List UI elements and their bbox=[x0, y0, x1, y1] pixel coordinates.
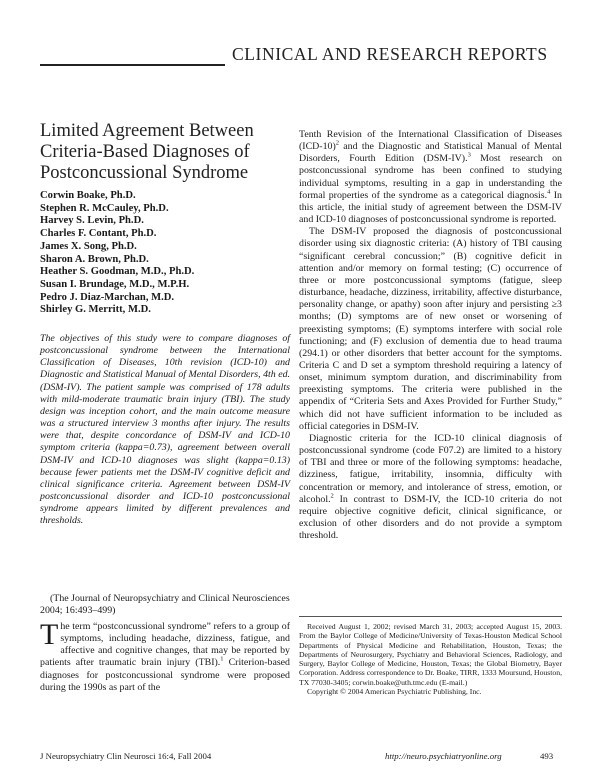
author: Shirley G. Merritt, M.D. bbox=[40, 304, 151, 316]
article-title: Limited Agreement Between Criteria-Based Diagnoses of Postconcussional Syndrome bbox=[40, 121, 254, 183]
author: Charles F. Contant, Ph.D. bbox=[40, 228, 157, 240]
reference-marker: 1 bbox=[220, 656, 224, 664]
citation-text: (The Journal of Neuropsychiatry and Clinical Neurosciences 2004; 16:493–499) bbox=[40, 593, 290, 617]
author-list bbox=[40, 190, 290, 317]
author: James X. Song, Ph.D. bbox=[40, 240, 137, 252]
author: Sharon A. Brown, Ph.D. bbox=[40, 253, 149, 265]
body-paragraph: Diagnostic criteria for the ICD-10 clinical diagnosis of postconcussional syndrome (code F07.2) are limited to a history of TBI and three or more of the following symptoms: headache, dizziness, fatigue, irritability, insomnia, difficulty with concentration or memory, and intolerance of stress, emotion, or alcohol.$^2$ In contrast to DSM-IV, the ICD-10 criteria do not require objective cognitive deficit, clinical significance, or exclusion of other disorders and do not provide a symptom threshold. bbox=[299, 432, 562, 542]
footer-journal: J Neuropsychiatry Clin Neurosci 16:4, Fall 2004 bbox=[40, 751, 212, 761]
drop-cap: T bbox=[40, 618, 59, 651]
article-footnote bbox=[299, 622, 562, 696]
intro-paragraph bbox=[40, 618, 290, 694]
reference-marker: 2 bbox=[330, 492, 334, 500]
reference-marker: 4 bbox=[547, 188, 551, 196]
reference-marker: 2 bbox=[335, 139, 339, 147]
intro-text: he term “postconcussional syndrome” refers to a group of symptoms, including headache, dizziness, fatigue, and affective and cognitive changes, that may be reported by patients after traumatic brain injury (TBI). bbox=[40, 621, 290, 669]
abstract: The objectives of this study were to compare diagnoses of postconcussional syndrome between the International Classification of Diseases, 10th revision (ICD-10) and Diagnostic and Statistical Manual of Mental Disorders, 4th ed. (DSM-IV). The patient sample was comprised of 178 adults with mild-moderate traumatic brain injury (TBI). The study design was inception cohort, and the main outcome measure was a structured interview 3 months after injury. The results were that, despite concordance of DSM-IV and ICD-10 symptom criteria (kappa=0.73), agreement between overall DSM-IV and ICD-10 diagnoses was slight (kappa=0.13) because fewer patients met the DSM-IV cognitive deficit and clinical significance criteria. Agreement between DSM-IV postconcussional disorder and ICD-10 postconcussional syndrome appears limited by different prevalences and thresholds. bbox=[40, 333, 290, 527]
footnote-rule bbox=[299, 616, 562, 617]
author: Heather S. Goodman, M.D., Ph.D. bbox=[40, 266, 195, 278]
copyright-note: Copyright © 2004 American Psychiatric Publishing, Inc. bbox=[307, 686, 482, 696]
journal-citation bbox=[40, 593, 290, 617]
author: Susan I. Brundage, M.D., M.P.H. bbox=[40, 278, 190, 290]
body-paragraph: The DSM-IV proposed the diagnosis of postconcussional disorder using six diagnostic criteria: (A) history of TBI causing “significant cerebral concussion;” (B) cognitive deficit in attention and/or memory on formal testing; (C) occurrence of three or more postconcussional symptoms (fatigue, sleep disturbance, headache, dizziness, irritability, affective disturbance, personality change, or apathy) soon after injury and persisting ≥3 months; (D) symptoms are of new onset or worsening of preexisting symptoms; (E) symptoms interfere with social role functioning; and (F) exclusion of dementia due to head trauma (294.1) or other disorders that better account for the symptoms. Criteria C and D set a symptom threshold requiring a latency of onset, minimum symptom duration, and discriminability from preexisting symptoms. The criteria were published in the appendix of “Criteria Sets and Axes Provided for Further Study,” which did not have sufficient information to be included as official categories in DSM-IV. bbox=[299, 226, 562, 432]
author: Pedro J. Diaz-Marchan, M.D. bbox=[40, 291, 175, 303]
reference-marker: 3 bbox=[467, 152, 471, 160]
body-paragraph: Tenth Revision of the International Classification of Diseases $(ICD-10)^2$ and the Diagnostic and Statistical Manual of Mental Disorders, Fourth Edition (DSM-IV).$^3$ Most research on postconcussional syndrome has been confined to studying individual symptoms, resulting in a gap in understanding the formal properties of the syndrome as a categorical diagnosis.$^4$ In this article, the initial study of agreement between the DSM-IV and ICD-10 diagnoses of postconcussional syndrome is reported. bbox=[299, 129, 562, 226]
footer-url-link[interactable]: http://neuro.psychiatryonline.org bbox=[385, 751, 502, 761]
body-column-right bbox=[299, 129, 562, 542]
intro-text-cont: Criterion-based diagnoses for postconcussional syndrome were proposed during the 1990s as part of the bbox=[40, 657, 290, 693]
author: Corwin Boake, Ph.D. bbox=[40, 190, 136, 201]
received-note: Received August 1, 2002; revised March 31, 2003; accepted August 15, 2003. From the Baylor College of Medicine/University of Texas-Houston Medical School Departments of Physical Medicine and Rehabilitation, Houston, Texas; the Departments of Neurosurgery, Psychiatry and Behavioral Sciences, Radiology, and Surgery, Baylor College of Medicine, Houston, Texas; the Global Biometry, Bayer Corporation. Address correspondence to Dr. Boake, TIRR, 1333 Moursund, Houston, TX 77030-3405; corwin.boake@uth.tmc.edu (E-mail.) bbox=[299, 622, 562, 687]
author: Harvey S. Levin, Ph.D. bbox=[40, 215, 144, 227]
section-header: CLINICAL AND RESEARCH REPORTS bbox=[232, 44, 548, 64]
page-number: 493 bbox=[540, 751, 554, 761]
author: Stephen R. McCauley, Ph.D. bbox=[40, 202, 169, 214]
header-rule bbox=[40, 64, 225, 66]
